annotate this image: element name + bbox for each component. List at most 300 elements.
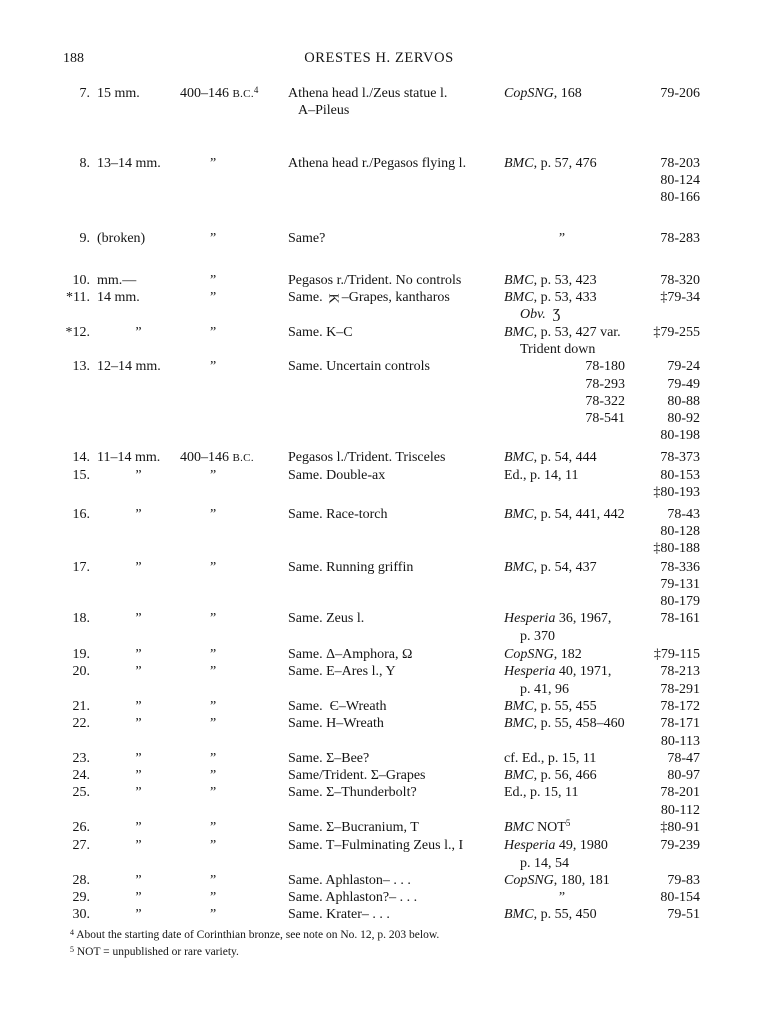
cell-description xyxy=(286,449,504,467)
cell-reference xyxy=(504,289,650,324)
cell-size xyxy=(94,85,180,120)
cell-description xyxy=(286,506,504,558)
cell-date xyxy=(180,506,286,558)
table-cell-line: 12–14 mm. xyxy=(97,359,161,375)
table-cell-line: ” xyxy=(210,838,217,854)
cell-size xyxy=(94,272,180,289)
table-cell-line: 14. xyxy=(72,449,90,465)
cell-reference xyxy=(504,610,650,645)
cell-inventory xyxy=(650,889,700,906)
table-cell-line: Same. H–Wreath xyxy=(288,716,384,732)
cell-entry-number xyxy=(58,837,94,872)
table-cell-line: BMC, p. 56, 466 xyxy=(504,768,597,784)
table-cell-line: ” xyxy=(210,819,217,835)
table-cell-line: Hesperia 49, 1980 xyxy=(504,838,608,854)
table-cell-line: Same. Zeus l. xyxy=(288,611,365,627)
cell-inventory xyxy=(650,819,700,837)
cell-size xyxy=(94,906,180,923)
table-cell-line: BMC, p. 54, 444 xyxy=(504,449,597,465)
table-cell-line: ” xyxy=(135,559,142,575)
table-cell-line: 78-201 xyxy=(660,785,700,801)
cell-description xyxy=(286,559,504,611)
table-row xyxy=(58,559,700,611)
table-cell-line: 80-153 xyxy=(660,468,700,484)
table-cell-line: 79-206 xyxy=(660,86,700,101)
page-number: 188 xyxy=(63,51,84,66)
cell-date xyxy=(180,467,286,502)
cell-entry-number xyxy=(58,750,94,767)
table-cell-line: 24. xyxy=(72,768,90,784)
cell-date xyxy=(180,559,286,611)
footnote xyxy=(70,944,690,961)
cell-inventory xyxy=(650,272,700,289)
table-cell-line: 78-203 xyxy=(660,155,700,171)
cell-inventory xyxy=(650,663,700,698)
table-cell-line: BMC, p. 57, 476 xyxy=(504,155,597,171)
table-row xyxy=(58,155,700,207)
table-cell-line: 13. xyxy=(72,359,90,375)
table-cell-line: 21. xyxy=(72,698,90,714)
table-cell-line: ” xyxy=(135,838,142,854)
cell-inventory xyxy=(650,784,700,819)
table-cell-line: ” xyxy=(210,750,217,766)
cell-size xyxy=(94,467,180,502)
table-cell-line: ” xyxy=(558,890,566,906)
table-cell-line: 79-131 xyxy=(660,576,700,592)
table-row xyxy=(58,85,700,120)
table-cell-line: ‡80-193 xyxy=(653,485,700,501)
table-cell-line: Obv. Ʒ xyxy=(520,307,561,323)
table-cell-line: BMC, p. 53, 427 var. xyxy=(504,324,621,340)
table-cell-line: Same. K –Grapes, kantharos xyxy=(288,290,450,306)
table-cell-line: 79-83 xyxy=(667,872,700,888)
table-cell-line: ” xyxy=(210,611,217,627)
table-cell-line: Same. Double-ax xyxy=(288,468,386,484)
table-row xyxy=(58,837,700,872)
cell-description xyxy=(286,467,504,502)
cell-date xyxy=(180,449,286,467)
cell-description xyxy=(286,155,504,207)
table-cell-line: ” xyxy=(135,506,142,522)
table-cell-line: ” xyxy=(135,750,142,766)
cell-entry-number xyxy=(58,324,94,359)
cell-date xyxy=(180,85,286,120)
cell-inventory xyxy=(650,324,700,359)
table-cell-line: 78-43 xyxy=(667,506,700,522)
table-cell-line: 79-49 xyxy=(667,376,700,392)
table-cell-line: cf. Ed., p. 15, 11 xyxy=(504,750,597,766)
cell-description xyxy=(286,663,504,698)
cell-inventory xyxy=(650,559,700,611)
cell-inventory xyxy=(650,872,700,889)
table-row xyxy=(58,506,700,558)
table-cell-line: Same/Trident. Σ–Grapes xyxy=(288,768,426,784)
table-row xyxy=(58,715,700,750)
table-cell-line: Athena head l./Zeus statue l. xyxy=(288,86,448,101)
table-cell-line: Ed., p. 15, 11 xyxy=(504,785,579,801)
cell-description xyxy=(286,819,504,837)
cell-reference xyxy=(504,750,650,767)
cell-entry-number xyxy=(58,449,94,467)
table-cell-line: Same. E–Ares l., Y xyxy=(288,664,396,680)
cell-entry-number xyxy=(58,610,94,645)
cell-description xyxy=(286,889,504,906)
cell-size xyxy=(94,750,180,767)
cell-inventory xyxy=(650,906,700,923)
cell-inventory xyxy=(650,506,700,558)
table-row xyxy=(58,698,700,715)
table-cell-line: 18. xyxy=(72,611,90,627)
cell-inventory xyxy=(650,698,700,715)
table-cell-line: ” xyxy=(210,785,217,801)
cell-description xyxy=(286,272,504,289)
cell-description xyxy=(286,289,504,324)
table-cell-line: ” xyxy=(210,664,217,680)
cell-date xyxy=(180,610,286,645)
cell-description xyxy=(286,750,504,767)
table-cell-line: Trident down xyxy=(520,341,596,357)
table-cell-line: ” xyxy=(210,506,217,522)
coin-catalog-table xyxy=(58,85,700,924)
table-cell-line: ” xyxy=(210,559,217,575)
cell-reference xyxy=(504,449,650,467)
table-cell-line: ” xyxy=(135,611,142,627)
table-row xyxy=(58,750,700,767)
table-cell-line: Hesperia 40, 1971, xyxy=(504,664,612,680)
table-cell-line: ” xyxy=(135,872,142,888)
table-cell-line: A–Pileus xyxy=(298,103,350,119)
table-cell-line: p. 370 xyxy=(520,628,555,644)
cell-date xyxy=(180,750,286,767)
cell-reference xyxy=(504,767,650,784)
table-cell-line: ‡79-255 xyxy=(653,324,700,340)
table-cell-line: 78-320 xyxy=(660,272,700,288)
table-cell-line: 80-198 xyxy=(660,428,700,444)
table-cell-line: ” xyxy=(135,468,142,484)
table-cell-line: 27. xyxy=(72,838,90,854)
table-cell-line: 78-291 xyxy=(660,681,700,697)
cell-entry-number xyxy=(58,272,94,289)
cell-size xyxy=(94,837,180,872)
cell-description xyxy=(286,698,504,715)
table-cell-line: ” xyxy=(135,698,142,714)
table-cell-line: 25. xyxy=(72,785,90,801)
table-row xyxy=(58,906,700,923)
table-cell-line: Same? xyxy=(288,231,326,247)
cell-entry-number xyxy=(58,663,94,698)
table-cell-line: 78-172 xyxy=(660,698,700,714)
table-cell-line: 9. xyxy=(79,231,90,247)
table-cell-line: ” xyxy=(210,698,217,714)
table-cell-line: 80-92 xyxy=(667,411,700,427)
table-cell-line: 78-541 xyxy=(585,411,625,427)
table-cell-line: 30. xyxy=(72,907,90,923)
cell-reference xyxy=(504,819,650,837)
cell-date xyxy=(180,358,286,444)
cell-reference xyxy=(504,889,650,906)
table-cell-line: ” xyxy=(135,907,142,923)
table-cell-line: Ed., p. 14, 11 xyxy=(504,468,579,484)
cell-reference xyxy=(504,646,650,663)
table-cell-line: *11. xyxy=(66,290,90,306)
table-cell-line: ” xyxy=(210,155,217,171)
table-cell-line: 80-166 xyxy=(660,190,700,206)
table-cell-line: BMC, p. 54, 437 xyxy=(504,559,597,575)
table-cell-line: ” xyxy=(135,716,142,732)
table-cell-line: 78-47 xyxy=(667,750,700,766)
cell-date xyxy=(180,784,286,819)
cell-reference xyxy=(504,906,650,923)
cell-reference xyxy=(504,155,650,207)
table-cell-line: 80-88 xyxy=(667,393,700,409)
table-cell-line: Hesperia 36, 1967, xyxy=(504,611,612,627)
cell-inventory xyxy=(650,837,700,872)
cell-date xyxy=(180,767,286,784)
table-cell-line: 15. xyxy=(72,468,90,484)
table-cell-line: BMC, p. 53, 433 xyxy=(504,290,597,306)
table-cell-line: 14 mm. xyxy=(97,290,140,306)
table-cell-line: 79-51 xyxy=(667,907,700,923)
cell-inventory xyxy=(650,358,700,444)
table-cell-line: Athena head r./Pegasos flying l. xyxy=(288,155,467,171)
cell-date xyxy=(180,272,286,289)
table-cell-line: 19. xyxy=(72,647,90,663)
cell-reference xyxy=(504,698,650,715)
table-cell-line: 78-213 xyxy=(660,664,700,680)
cell-size xyxy=(94,784,180,819)
cell-size xyxy=(94,646,180,663)
table-cell-line: 78-322 xyxy=(585,393,625,409)
cell-description xyxy=(286,767,504,784)
cell-entry-number xyxy=(58,230,94,247)
cell-reference xyxy=(504,272,650,289)
table-cell-line: 400–146 B.C.$^4$ xyxy=(180,84,259,101)
table-row xyxy=(58,819,700,837)
cell-entry-number xyxy=(58,889,94,906)
cell-description xyxy=(286,230,504,247)
cell-size xyxy=(94,289,180,324)
cell-description xyxy=(286,837,504,872)
cell-date xyxy=(180,646,286,663)
cell-inventory xyxy=(650,750,700,767)
table-row xyxy=(58,889,700,906)
cell-date xyxy=(180,837,286,872)
table-cell-line: BMC, p. 55, 450 xyxy=(504,907,597,923)
table-cell-line: ‡79-115 xyxy=(653,647,700,663)
table-row xyxy=(58,784,700,819)
table-cell-line: Same. Race-torch xyxy=(288,506,388,522)
table-cell-line: 29. xyxy=(72,890,90,906)
cell-description xyxy=(286,715,504,750)
table-row xyxy=(58,767,700,784)
table-cell-line: ” xyxy=(210,647,217,663)
cell-size xyxy=(94,559,180,611)
table-cell-line: p. 41, 96 xyxy=(520,681,569,697)
table-cell-line: CopSNG, 182 xyxy=(504,647,582,663)
table-cell-line: 78-373 xyxy=(660,449,700,465)
table-cell-line: 80-154 xyxy=(660,890,700,906)
cell-date xyxy=(180,715,286,750)
cell-date xyxy=(180,872,286,889)
table-row xyxy=(58,610,700,645)
table-cell-line: BMC, p. 54, 441, 442 xyxy=(504,506,625,522)
table-row xyxy=(58,358,700,444)
cell-size xyxy=(94,698,180,715)
table-cell-line: 13–14 mm. xyxy=(97,155,161,171)
table-cell-line: 80-179 xyxy=(660,594,700,610)
cell-size xyxy=(94,324,180,359)
table-cell-line: 80-124 xyxy=(660,172,700,188)
cell-size xyxy=(94,155,180,207)
table-cell-line: 8. xyxy=(79,155,90,171)
cell-reference xyxy=(504,837,650,872)
cell-date xyxy=(180,289,286,324)
table-cell-line: ” xyxy=(210,272,217,288)
cell-entry-number xyxy=(58,85,94,120)
table-cell-line: p. 14, 54 xyxy=(520,855,569,871)
cell-inventory xyxy=(650,767,700,784)
table-cell-line: 400–146 B.C. xyxy=(180,449,254,465)
table-cell-line: ” xyxy=(135,890,142,906)
cell-entry-number xyxy=(58,906,94,923)
cell-description xyxy=(286,872,504,889)
cell-size xyxy=(94,663,180,698)
table-row xyxy=(58,449,700,467)
cell-inventory xyxy=(650,715,700,750)
table-cell-line: ‡80-91 xyxy=(660,819,700,835)
table-cell-line: ” xyxy=(135,664,142,680)
table-cell-line: 80-113 xyxy=(660,733,700,749)
table-cell-line: Same. Krater– . . . xyxy=(288,907,390,923)
table-row xyxy=(58,289,700,324)
cell-entry-number xyxy=(58,155,94,207)
cell-size xyxy=(94,819,180,837)
table-cell-line: 78-293 xyxy=(585,376,625,392)
table-cell-line: ” xyxy=(210,468,217,484)
page-title: ORESTES H. ZERVOS xyxy=(304,50,454,66)
table-cell-line: ‡79-34 xyxy=(660,290,700,306)
table-cell-line: 79-239 xyxy=(660,838,700,854)
cell-description xyxy=(286,324,504,359)
table-cell-line: 22. xyxy=(72,716,90,732)
table-cell-line: 80-112 xyxy=(660,802,700,818)
cell-date xyxy=(180,698,286,715)
footnote-text: About the starting date of Corinthian bronze, see note on No. 12, p. 203 below. xyxy=(74,929,440,941)
table-cell-line: 78-336 xyxy=(660,559,700,575)
table-cell-line: ” xyxy=(210,324,217,340)
cell-reference xyxy=(504,358,650,444)
cell-description xyxy=(286,85,504,120)
table-cell-line: (broken) xyxy=(97,231,146,247)
cell-inventory xyxy=(650,646,700,663)
footnote xyxy=(70,927,690,944)
cell-date xyxy=(180,906,286,923)
table-cell-line: Same. Σ–Thunderbolt? xyxy=(288,785,417,801)
cell-size xyxy=(94,506,180,558)
cell-date xyxy=(180,155,286,207)
cell-description xyxy=(286,358,504,444)
cell-date xyxy=(180,663,286,698)
table-cell-line: 11–14 mm. xyxy=(97,449,161,465)
cell-size xyxy=(94,230,180,247)
table-cell-line: Pegasos l./Trident. Trisceles xyxy=(288,449,446,465)
cell-description xyxy=(286,610,504,645)
cell-reference xyxy=(504,324,650,359)
table-row xyxy=(58,646,700,663)
cell-entry-number xyxy=(58,872,94,889)
table-cell-line: Same. Σ–Bucranium, T xyxy=(288,819,419,835)
table-cell-line: 79-24 xyxy=(667,359,700,375)
table-cell-line: Same. Σ–Bee? xyxy=(288,750,370,766)
cell-inventory xyxy=(650,449,700,467)
cell-date xyxy=(180,230,286,247)
table-cell-line: ” xyxy=(210,359,217,375)
table-cell-line: CopSNG, 168 xyxy=(504,86,582,101)
table-cell-line: 17. xyxy=(72,559,90,575)
table-cell-line: Same. Aphlaston– . . . xyxy=(288,872,411,888)
cell-date xyxy=(180,889,286,906)
cell-inventory xyxy=(650,155,700,207)
cell-entry-number xyxy=(58,467,94,502)
cell-entry-number xyxy=(58,289,94,324)
footnotes xyxy=(70,927,690,961)
table-row xyxy=(58,272,700,289)
table-cell-line: Same. Aphlaston?– . . . xyxy=(288,890,418,906)
table-cell-line: ” xyxy=(210,768,217,784)
cell-inventory xyxy=(650,230,700,247)
table-row xyxy=(58,663,700,698)
table-cell-line: ” xyxy=(135,785,142,801)
table-cell-line: ” xyxy=(210,231,217,247)
table-cell-line: ” xyxy=(210,907,217,923)
cell-entry-number xyxy=(58,358,94,444)
table-cell-line: 28. xyxy=(72,872,90,888)
table-cell-line: mm.— xyxy=(97,272,137,288)
cell-description xyxy=(286,646,504,663)
cell-size xyxy=(94,872,180,889)
table-cell-line: 78-180 xyxy=(585,359,625,375)
table-cell-line: 80-97 xyxy=(667,768,700,784)
cell-inventory xyxy=(650,610,700,645)
table-cell-line: BMC NOT$^5$ xyxy=(504,818,571,835)
cell-entry-number xyxy=(58,559,94,611)
table-cell-line: 26. xyxy=(72,819,90,835)
cell-entry-number xyxy=(58,784,94,819)
cell-entry-number xyxy=(58,767,94,784)
table-cell-line: Same. Uncertain controls xyxy=(288,359,430,375)
cell-size xyxy=(94,715,180,750)
table-cell-line: Same. T–Fulminating Zeus l., I xyxy=(288,838,464,854)
table-cell-line: 10. xyxy=(72,272,90,288)
table-cell-line: ” xyxy=(210,872,217,888)
footnote-text: NOT = unpublished or rare variety. xyxy=(74,946,239,958)
table-cell-line: 16. xyxy=(72,506,90,522)
table-cell-line: 20. xyxy=(72,664,90,680)
cell-inventory xyxy=(650,289,700,324)
cell-description xyxy=(286,784,504,819)
cell-inventory xyxy=(650,467,700,502)
footnote-marker: 5 xyxy=(70,944,74,954)
table-cell-line: ” xyxy=(135,324,142,340)
table-cell-line: BMC, p. 55, 455 xyxy=(504,698,597,714)
cell-inventory xyxy=(650,85,700,120)
cell-reference xyxy=(504,559,650,611)
cell-reference xyxy=(504,85,650,120)
table-cell-line: ” xyxy=(558,231,566,247)
table-cell-line: ” xyxy=(210,716,217,732)
table-cell-line: ” xyxy=(135,768,142,784)
table-cell-line: Same. Є–Wreath xyxy=(288,698,387,714)
